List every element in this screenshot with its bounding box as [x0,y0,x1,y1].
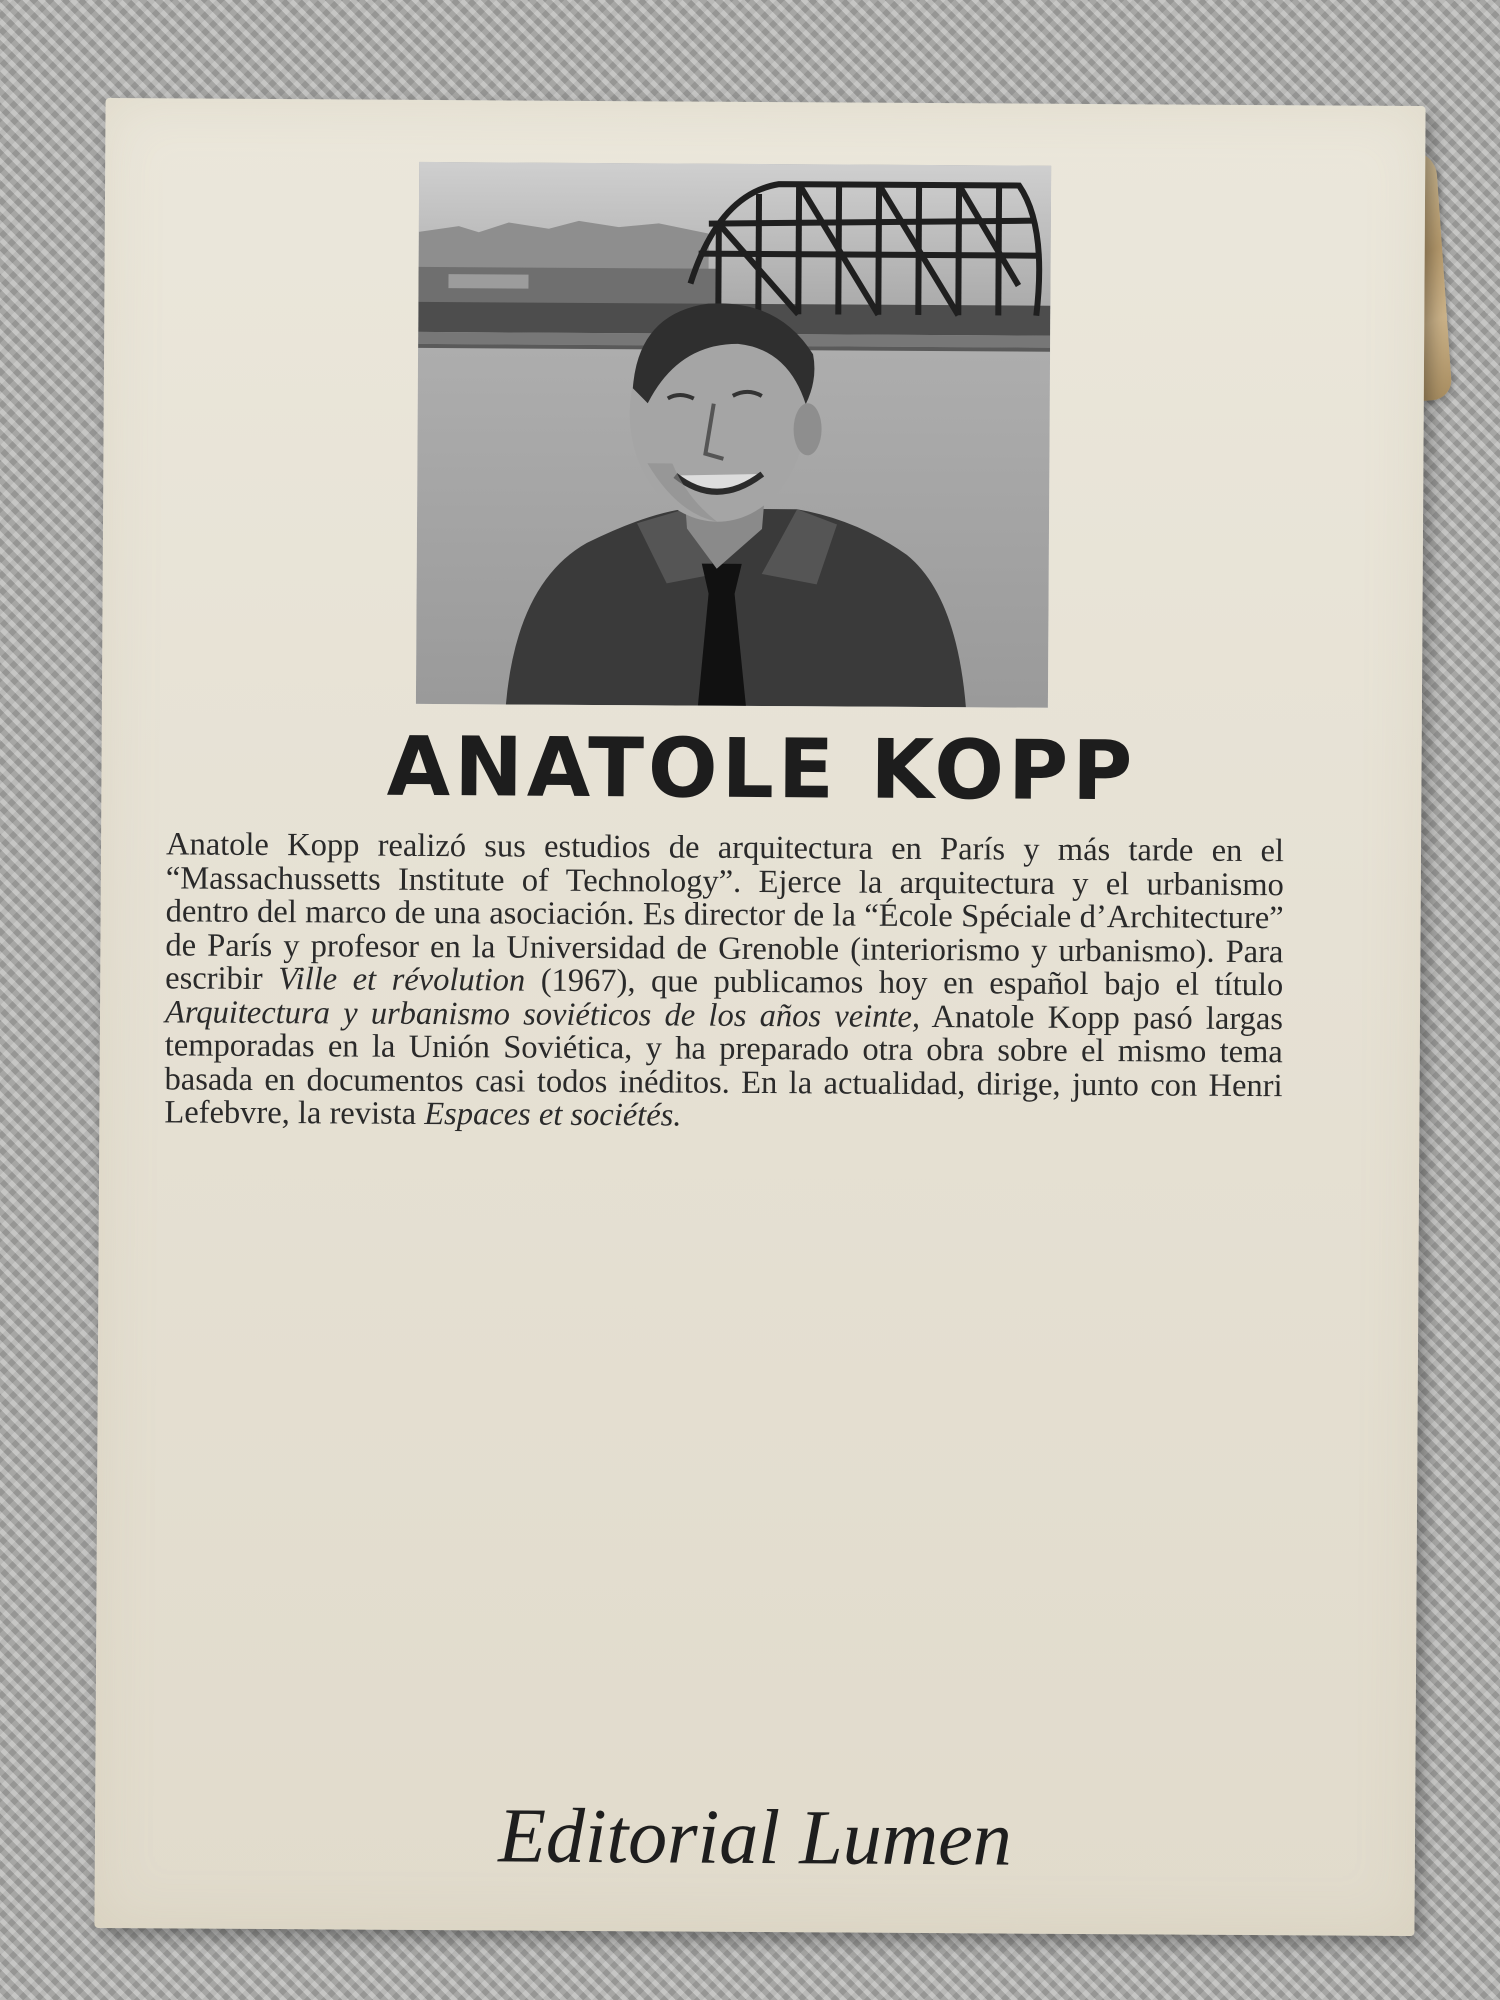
bio-text-part-3: Anatole Kopp pasó largas temporadas en la Unión Soviética, y ha preparado otra obra sobre el mismo tema basada en documentos casi todos inéditos. En la actualidad, dirige, junto con Henri Lefebvre, la revista [164,998,1284,1132]
bio-text-part-2: (1967), que publicamos hoy en español bajo el título [525,962,1284,1004]
author-photo [416,162,1051,708]
bio-book-title-original: Ville et révolution [278,961,526,999]
bio-book-title-spanish: Arquitectura y urbanismo soviéticos de los años veinte, [164,993,921,1035]
author-biography [164,828,1284,1136]
publisher-name: Editorial Lumen [497,1791,1013,1882]
author-name: ANATOLE KOPP [386,719,1137,820]
bio-text-part-1: Anatole Kopp realizó sus estudios de arquitectura en París y más tarde en el “Massachussetts Institute of Technology”. Ejerce la arquitectura y el urbanismo dentro del marco de una asociación. Es director de la “École Spéciale d’Architecture” de París y profesor en la Universidad de Grenoble (interiorismo y urbanismo). Para escribir [165,826,1285,998]
book-back-cover [94,98,1425,1936]
bio-journal-title: Espaces et sociétés. [424,1095,682,1134]
author-portrait-illustration [416,162,1051,708]
